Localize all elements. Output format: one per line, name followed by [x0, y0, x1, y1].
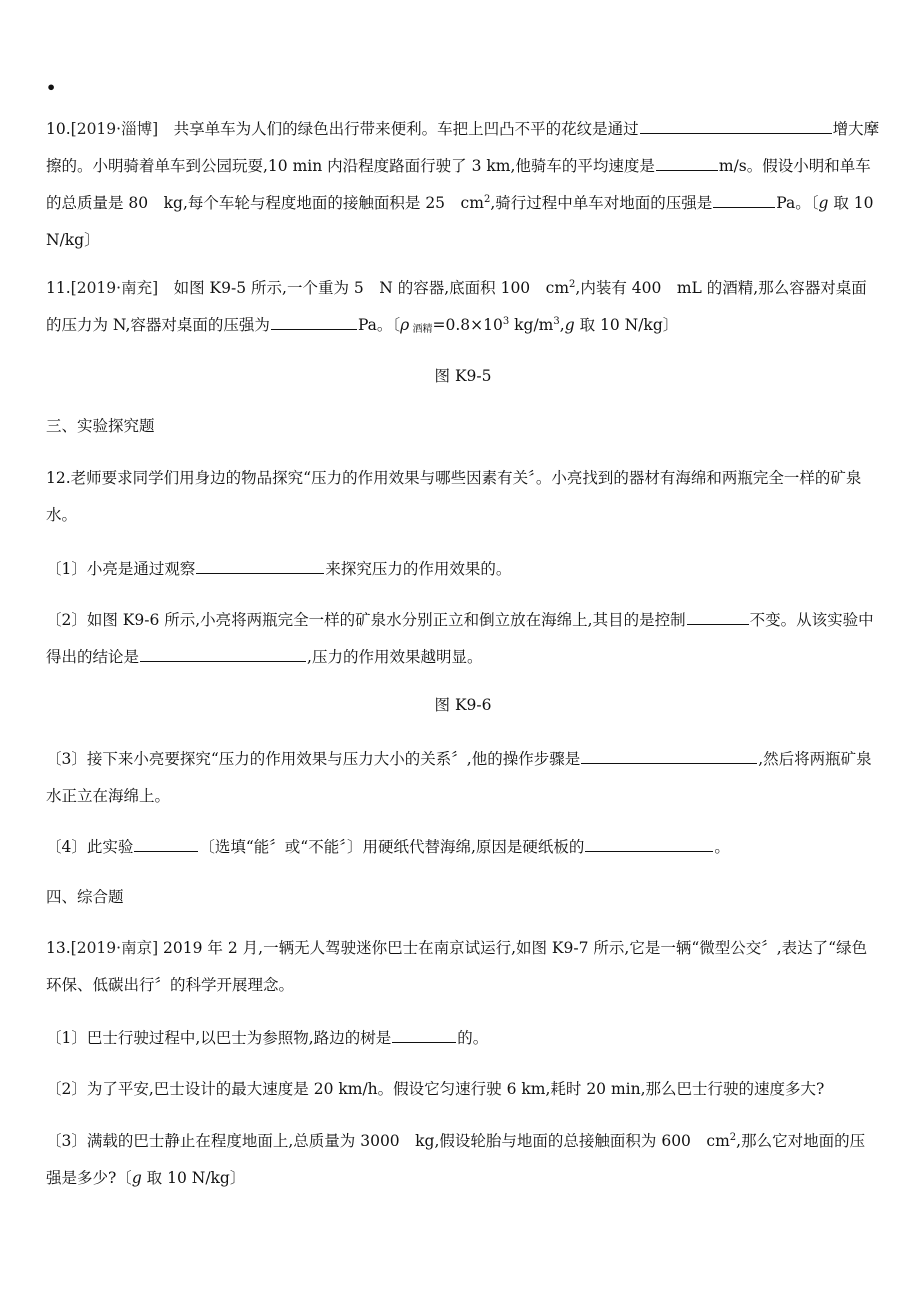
answer-blank[interactable] [687, 623, 749, 625]
figure-caption-k9-5: 图 K9-5 [434, 367, 492, 385]
answer-blank[interactable] [581, 762, 757, 764]
question-13-part-3: 〔3〕满载的巴士静止在程度地面上,总质量为 3000 kg,假设轮胎与地面的总接触面积为 600 $cm^2$,那么它对地面的压强是多少?〔g 取 10 N/kg〕 [46, 1131, 866, 1187]
answer-blank[interactable] [134, 850, 198, 852]
answer-blank[interactable] [585, 850, 713, 852]
page-marker: • [46, 78, 57, 97]
section-heading-comprehensive: 四、综合题 [46, 888, 124, 906]
answer-blank[interactable] [392, 1041, 456, 1043]
question-11: 11.[2019·南充] 如图 K9-5 所示,一个重为 5 N 的容器,底面积 100 $cm^2$,内装有 400 mL 的酒精,那么容器对桌面的压力为 N,容器对桌面的压强为 Pa。〔ρ $_{酒精}=0.8\times 10^3$ $kg/m^3,g$ 取 10 N/kg〕 [46, 278, 867, 335]
question-13-part-2: 〔2〕为了平安,巴士设计的最大速度是 20 km/h。假设它匀速行驶 6 km,耗时 20 min,那么巴士行驶的速度多大? [46, 1080, 825, 1098]
answer-blank[interactable] [713, 206, 775, 208]
answer-blank[interactable] [271, 328, 357, 330]
answer-blank[interactable] [656, 169, 718, 171]
question-10: 10.[2019·淄博] 共享单车为人们的绿色出行带来便利。车把上凹凸不平的花纹是通过 增大摩擦的。小明骑着单车到公园玩耍,10 min 内沿程度路面行驶了 3 km,他骑车的平均速度是 m/s。假设小明和单车的总质量是 80 kg,每个车轮与程度地面的接触面积是 25 $cm^2$,骑行过程中单车对地面的压强是 Pa。〔g 取 10 N/kg〕 [46, 120, 880, 249]
question-12-part-2: 〔2〕如图 K9-6 所示,小亮将两瓶完全一样的矿泉水分别正立和倒立放在海绵上,其目的是控制 不变。从该实验中得出的结论是 ,压力的作用效果越明显。 [46, 611, 874, 666]
answer-blank[interactable] [140, 660, 306, 662]
question-number: 11. [46, 279, 71, 297]
question-source: [2019·淄博] [70, 120, 159, 138]
question-13-intro: 13.[2019·南京] 2019 年 2 月,一辆无人驾驶迷你巴士在南京试运行,如图 K9-7 所示,它是一辆“微型公交〞,表达了“绿色环保、低碳出行〞的科学开展理念。 [46, 939, 868, 994]
figure-caption-k9-6: 图 K9-6 [434, 696, 492, 714]
question-12-part-4: 〔4〕此实验 〔选填“能〞或“不能〞〕用硬纸代替海绵,原因是硬纸板的 。 [46, 838, 730, 856]
question-12-part-1: 〔1〕小亮是通过观察 来探究压力的作用效果的。 [46, 560, 512, 578]
answer-blank[interactable] [640, 132, 832, 134]
question-number: 10. [46, 120, 71, 138]
question-source: [2019·南京] [70, 939, 159, 957]
question-number: 13. [46, 939, 71, 957]
answer-blank[interactable] [196, 572, 324, 574]
section-heading-experiment: 三、实验探究题 [46, 417, 155, 435]
question-12-part-3: 〔3〕接下来小亮要探究“压力的作用效果与压力大小的关系〞,他的操作步骤是 ,然后将两瓶矿泉水正立在海绵上。 [46, 750, 872, 805]
question-12-intro: 12.老师要求同学们用身边的物品探究“压力的作用效果与哪些因素有关〞。小亮找到的器材有海绵和两瓶完全一样的矿泉水。 [46, 469, 862, 524]
question-13-part-1: 〔1〕巴士行驶过程中,以巴士为参照物,路边的树是 的。 [46, 1029, 489, 1047]
question-source: [2019·南充] [70, 279, 159, 297]
